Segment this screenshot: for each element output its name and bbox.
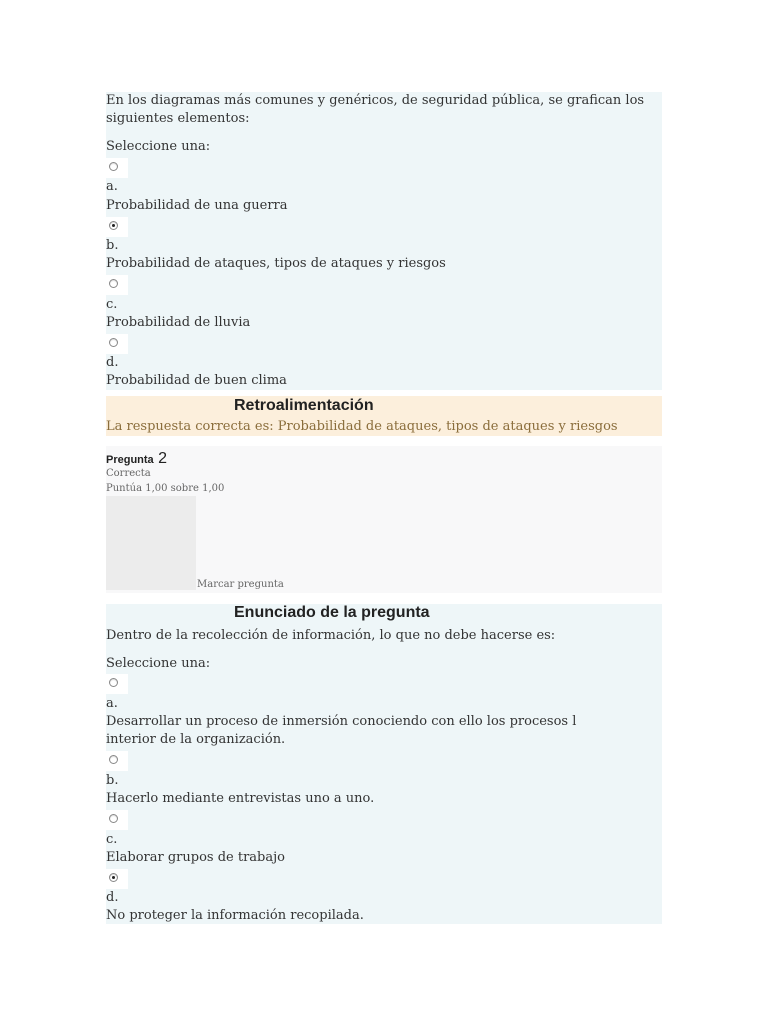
question-1-option-a-radio-box <box>106 158 128 178</box>
option-a-text[interactable]: Probabilidad de una guerra <box>106 198 288 213</box>
question-number-value: 2 <box>158 450 168 467</box>
question-2-heading: Enunciado de la pregunta <box>234 604 430 621</box>
question-1-option-d-radio-box <box>106 334 128 354</box>
q2-option-b-text[interactable]: Hacerlo mediante entrevistas uno a uno. <box>106 791 375 806</box>
option-a-radio[interactable] <box>109 162 118 171</box>
feedback-panel <box>106 396 662 436</box>
question-2-option-d-radio-box <box>106 869 128 889</box>
option-d-letter: d. <box>106 355 119 370</box>
q2-option-d-text[interactable]: No proteger la información recopilada. <box>106 908 364 923</box>
option-d-radio[interactable] <box>109 338 118 347</box>
question-2-option-c-radio-box <box>106 810 128 830</box>
option-b-letter: b. <box>106 238 119 253</box>
question-1-select-label: Seleccione una: <box>106 139 211 154</box>
q2-option-a-text[interactable]: Desarrollar un proceso de inmersión conociendo con ello los procesos l interior de la organización. <box>106 714 577 747</box>
question-2-panel <box>106 604 662 924</box>
q2-option-c-radio[interactable] <box>109 814 118 823</box>
question-1-option-c-radio-box <box>106 275 128 295</box>
question-2-option-b-radio-box <box>106 751 128 771</box>
flag-question-link[interactable]: Marcar pregunta <box>197 579 284 590</box>
option-b-radio[interactable] <box>109 221 118 230</box>
question-score: Puntúa 1,00 sobre 1,00 <box>106 483 225 494</box>
q2-option-b-letter: b. <box>106 773 119 788</box>
question-2-prompt: Dentro de la recolección de información, lo que no debe hacerse es: <box>106 628 556 643</box>
q2-option-a-letter: a. <box>106 696 118 711</box>
option-d-text[interactable]: Probabilidad de buen clima <box>106 373 287 388</box>
q2-option-c-letter: c. <box>106 832 118 847</box>
question-1-option-b-radio-box <box>106 217 128 237</box>
option-b-text[interactable]: Probabilidad de ataques, tipos de ataques y riesgos <box>106 256 446 271</box>
option-c-radio[interactable] <box>109 279 118 288</box>
question-2-info <box>106 446 662 593</box>
option-a-letter: a. <box>106 179 118 194</box>
q2-option-d-letter: d. <box>106 890 119 905</box>
option-c-letter: c. <box>106 297 118 312</box>
q2-option-c-text[interactable]: Elaborar grupos de trabajo <box>106 850 285 865</box>
q2-option-b-radio[interactable] <box>109 755 118 764</box>
feedback-text: La respuesta correcta es: Probabilidad de ataques, tipos de ataques y riesgos <box>106 419 618 434</box>
q2-option-a-radio[interactable] <box>109 678 118 687</box>
feedback-title: Retroalimentación <box>234 397 374 414</box>
question-2-select-label: Seleccione una: <box>106 656 211 671</box>
question-status: Correcta <box>106 468 151 479</box>
question-label: Pregunta <box>106 454 154 466</box>
option-c-text[interactable]: Probabilidad de lluvia <box>106 315 251 330</box>
question-1-prompt: En los diagramas más comunes y genéricos, de seguridad pública, se grafican los siguientes elementos: <box>106 93 645 126</box>
question-2-option-a-radio-box <box>106 674 128 694</box>
question-1-panel <box>106 92 662 390</box>
flag-icon-box[interactable] <box>106 496 196 590</box>
q2-option-d-radio[interactable] <box>109 873 118 882</box>
question-number <box>106 450 167 468</box>
